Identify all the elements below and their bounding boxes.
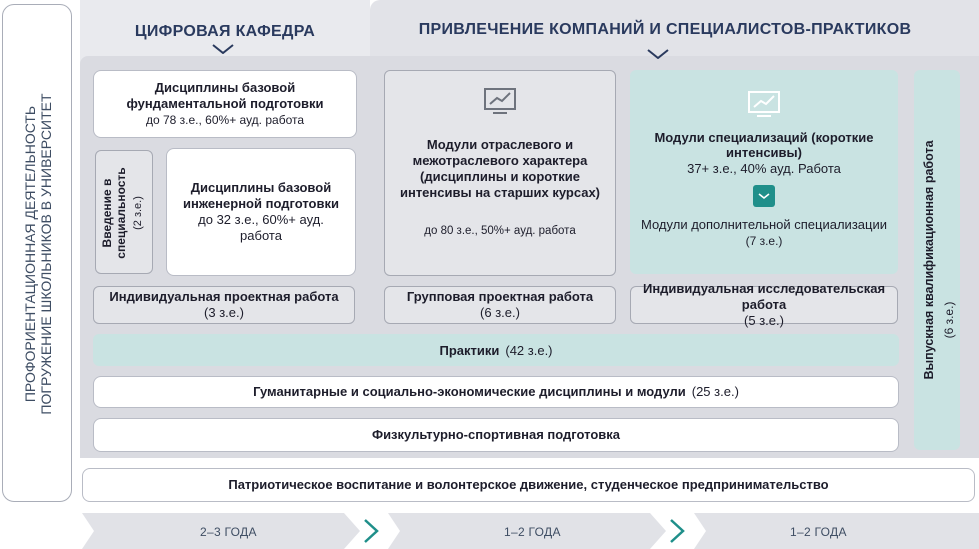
engineering-disciplines-card: [166, 148, 356, 276]
patriotic-title: Патриотическое воспитание и волонтерское движение, студенческое предпринимательство: [228, 477, 829, 492]
humanities-bar: [93, 376, 899, 408]
engineering-disciplines-title: Дисциплины базовой инженерной подготовки: [183, 180, 339, 211]
individual-project-card: [93, 286, 355, 324]
thesis-title: Выпускная квалификационная работа: [922, 140, 936, 380]
sport-bar: [93, 418, 899, 452]
sector-modules-card: [384, 70, 616, 276]
humanities-title: Гуманитарные и социально-экономические дисциплины и модули: [253, 384, 686, 399]
thesis-card: [914, 70, 960, 450]
specialization-modules-title: Модули специализаций (короткие интенсивы): [654, 130, 874, 160]
practice-detail: (42 з.е.): [505, 342, 553, 358]
timeline-label: 1–2 ГОДА: [504, 525, 561, 539]
engineering-disciplines-detail: до 32 з.е., 60%+ ауд. работа: [198, 212, 324, 243]
chevron-right-icon: [365, 520, 377, 542]
research-work-card: [630, 281, 898, 328]
chevron-down-icon: [211, 44, 235, 54]
individual-project-title: Индивидуальная проектная работа: [109, 289, 339, 304]
specialization-modules-card: [630, 70, 898, 274]
practice-bar: [93, 334, 899, 366]
sector-modules-detail: до 80 з.е., 50%+ ауд. работа: [424, 225, 576, 237]
fundamental-disciplines-card: [93, 70, 357, 138]
humanities-detail: (25 з.е.): [691, 384, 739, 399]
chevron-down-icon: [753, 185, 775, 207]
career-guidance-panel: [2, 4, 72, 502]
intro-specialty-card: [95, 150, 153, 274]
group-project-card: [384, 286, 616, 324]
research-work-title: Индивидуальная исследовательская работа: [642, 281, 886, 312]
fundamental-disciplines-title: Дисциплины базовой фундаментальной подготовки: [126, 80, 324, 111]
additional-specialization-detail: (7 з.е.): [745, 234, 783, 248]
thesis-detail: (6 з.е.): [942, 301, 956, 339]
timeline-label: 1–2 ГОДА: [790, 525, 847, 539]
specialization-modules-detail: 37+ з.е., 40% ауд. Работа: [687, 161, 841, 176]
header-digital-department: ЦИФРОВАЯ КАФЕДРА: [134, 23, 316, 40]
intro-specialty-detail: (2 з.е.): [132, 196, 144, 230]
sector-modules-title: Модули отраслевого и межотраслевого характера (дисциплины и короткие интенсивы на старших курсах): [399, 137, 601, 200]
monitor-chart-icon: [747, 90, 781, 118]
timeline-label: 2–3 ГОДА: [200, 525, 257, 539]
individual-project-detail: (3 з.е.): [204, 305, 244, 320]
header-practitioners: ПРИВЛЕЧЕНИЕ КОМПАНИЙ И СПЕЦИАЛИСТОВ-ПРАКТИКОВ: [418, 21, 912, 38]
patriotic-bar: [82, 468, 975, 502]
career-guidance-label: ПРОФОРИЕНТАЦИОННАЯ ДЕЯТЕЛЬНОСТЬ ПОГРУЖЕНИЕ ШКОЛЬНИКОВ В УНИВЕРСИТЕТ: [22, 93, 54, 415]
monitor-chart-icon: [483, 87, 517, 115]
fundamental-disciplines-detail: до 78 з.е., 60%+ ауд. работа: [145, 113, 305, 127]
intro-specialty-title: Введение в специальность: [100, 167, 128, 259]
chevron-down-icon: [646, 49, 670, 59]
sport-title: Физкультурно-спортивная подготовка: [371, 427, 621, 442]
group-project-detail: (6 з.е.): [480, 305, 520, 320]
chevron-right-icon: [671, 520, 683, 542]
additional-specialization-title: Модули дополнительной специализации: [641, 217, 887, 232]
research-work-detail: (5 з.е.): [744, 313, 784, 328]
group-project-title: Групповая проектная работа: [406, 289, 594, 304]
practice-title: Практики: [439, 342, 500, 358]
